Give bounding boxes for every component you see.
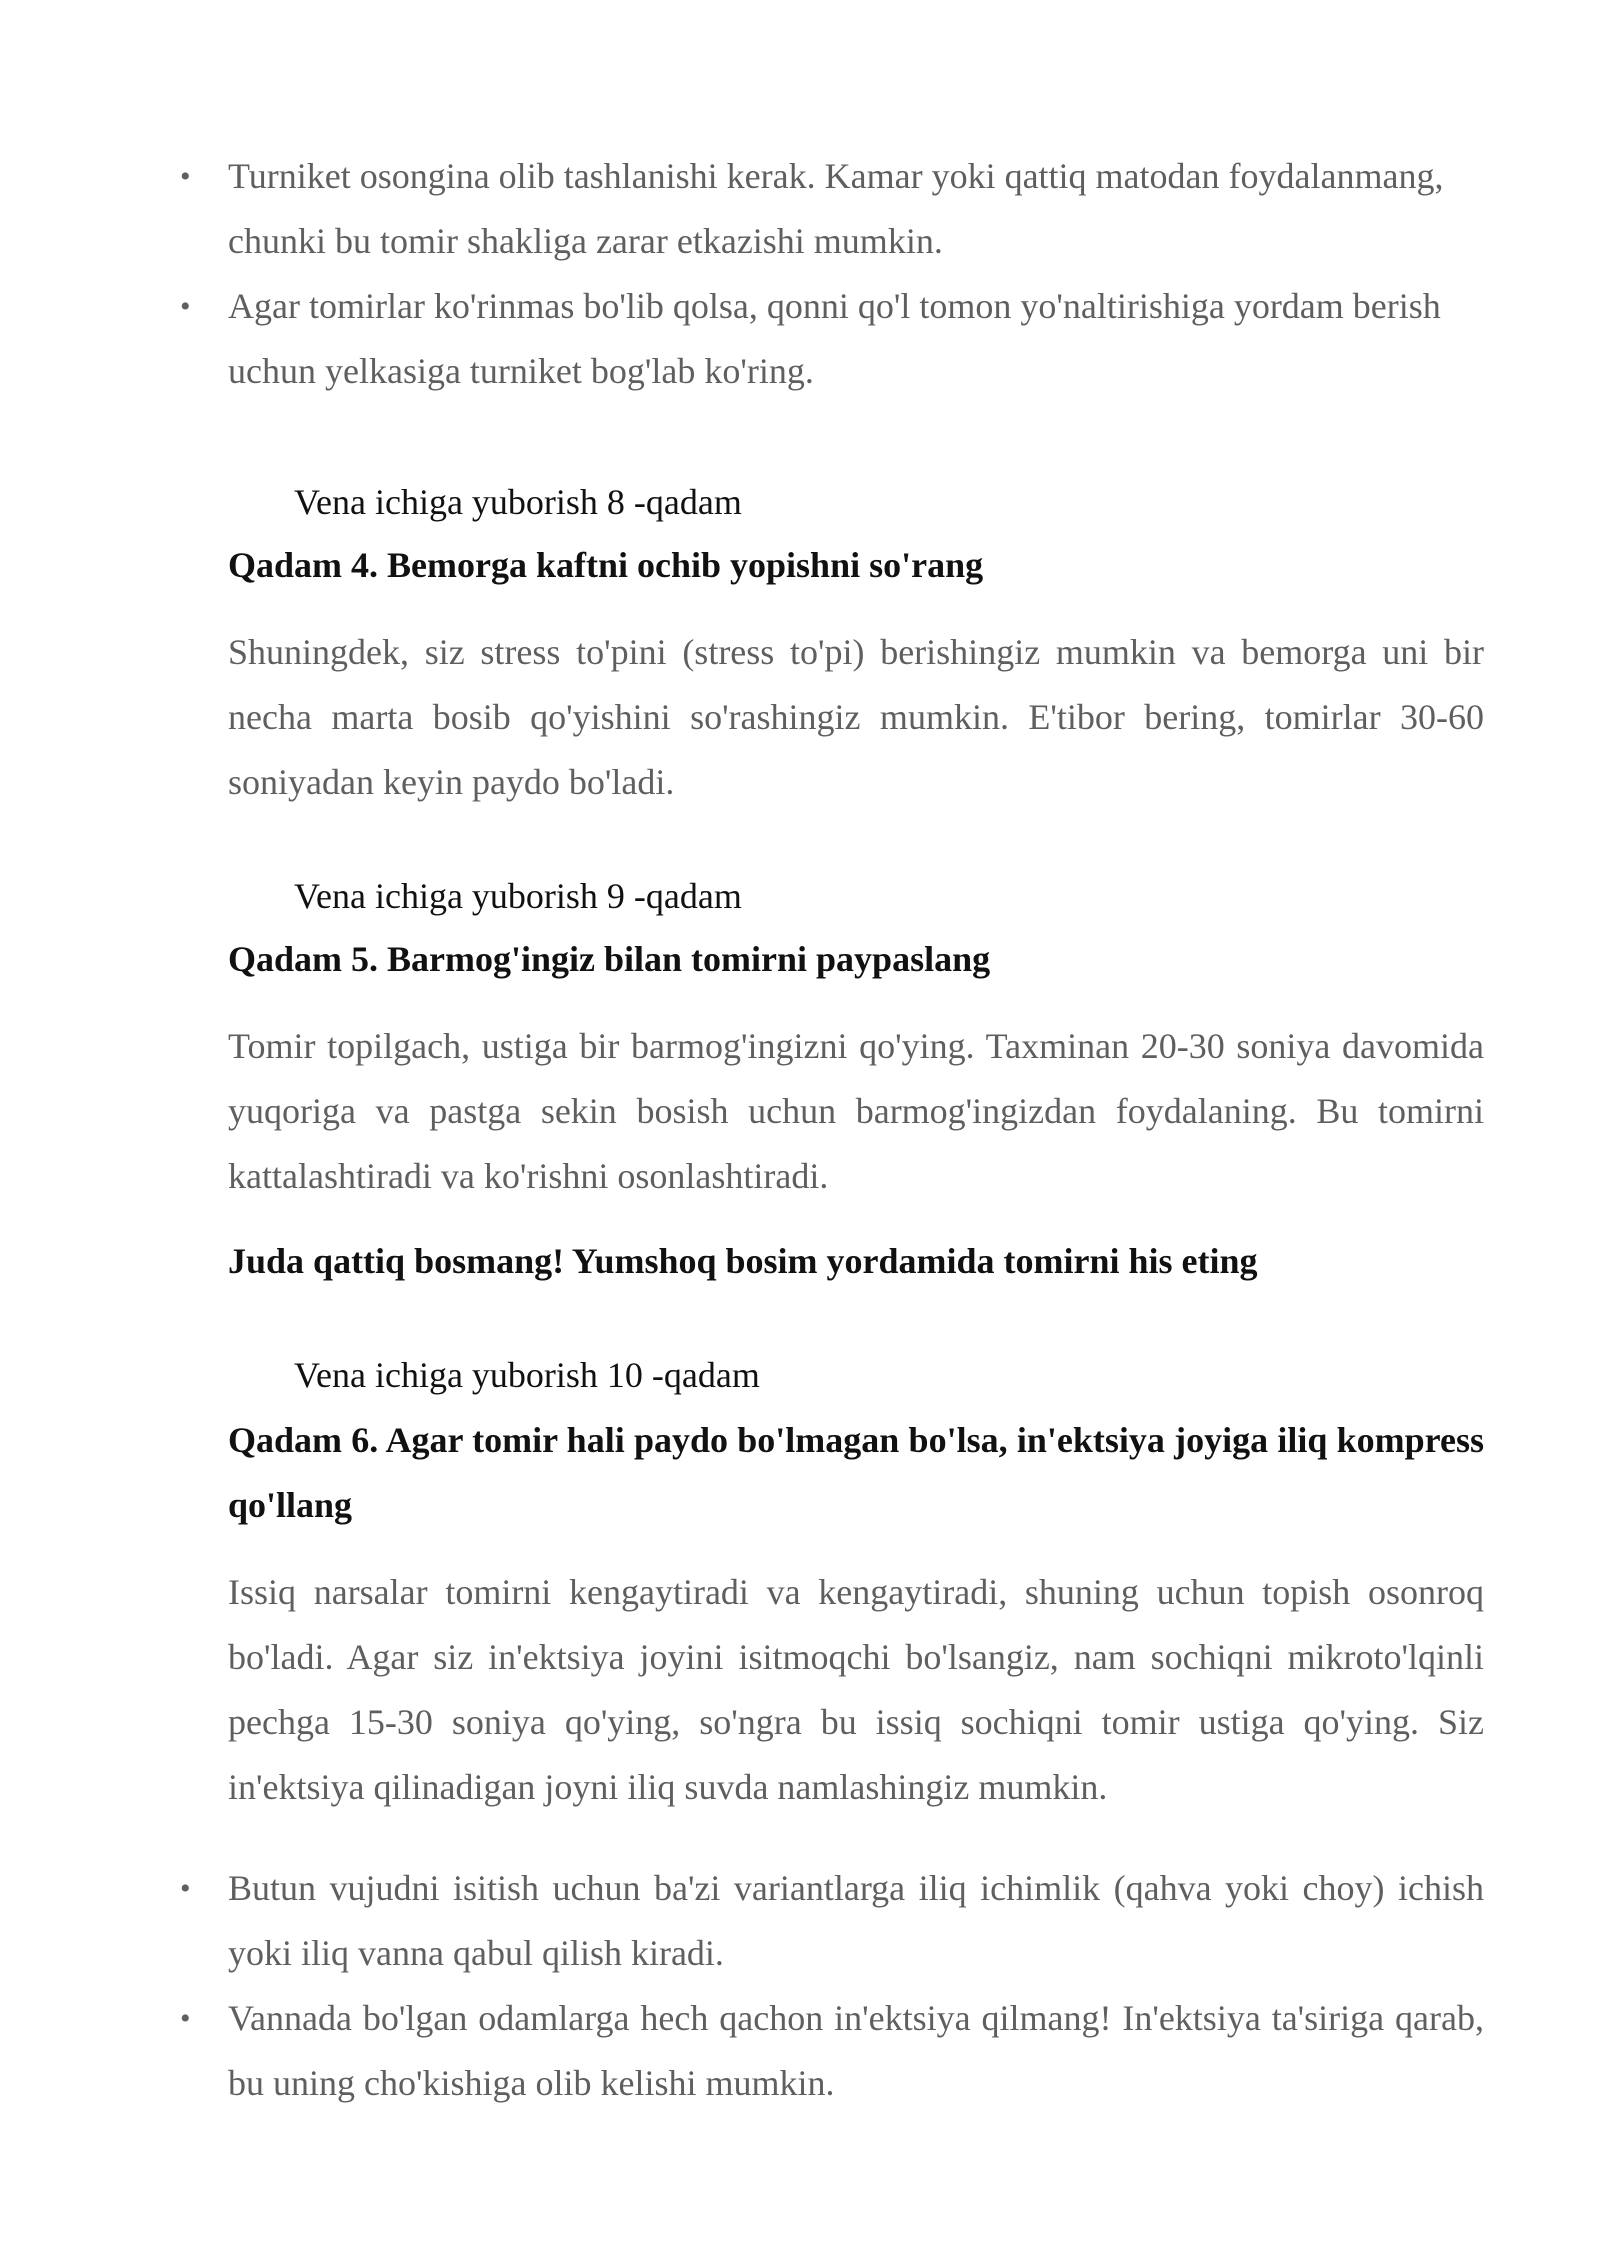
step-body-5: Tomir topilgach, ustiga bir barmog'ingizni qo'ying. Taxminan 20-30 soniya davomida yuqoriga va pastga sekin bosish uchun barmog'ingizdan foydalaning. Bu tomirni kattalashtiradi va ko'rishni osonlashtiradi. bbox=[228, 1026, 1484, 1196]
bullet-icon: • bbox=[180, 1872, 191, 1905]
list-item bbox=[180, 274, 1498, 404]
bullet-text: Agar tomirlar ko'rinmas bo'lib qolsa, qonni qo'l tomon yo'naltirishiga yordam berish uchun yelkasiga turniket bog'lab ko'ring. bbox=[228, 286, 1441, 391]
bullet-icon: • bbox=[180, 160, 191, 193]
bullet-list-top bbox=[180, 144, 1498, 404]
warning-text: Juda qattiq bosmang! Yumshoq bosim yordamida tomirni his eting bbox=[228, 1241, 1258, 1281]
bullet-text: Turniket osongina olib tashlanishi kerak. Kamar yoki qattiq matodan foydalanmang, chunki bu tomir shakliga zarar etkazishi mumkin. bbox=[228, 156, 1444, 261]
bullet-text: Butun vujudni isitish uchun ba'zi variantlarga iliq ichimlik (qahva yoki choy) ichish yoki iliq vanna qabul qilish kiradi. bbox=[228, 1868, 1484, 1973]
bullet-text: Vannada bo'lgan odamlarga hech qachon in'ektsiya qilmang! In'ektsiya ta'siriga qarab, bu uning cho'kishiga olib kelishi mumkin. bbox=[228, 1998, 1484, 2103]
list-item bbox=[180, 1856, 1484, 1986]
step-caption-10: Vena ichiga yuborish 10 -qadam bbox=[294, 1355, 760, 1395]
step-caption-9: Vena ichiga yuborish 9 -qadam bbox=[294, 876, 742, 916]
bullet-icon: • bbox=[180, 2002, 191, 2035]
bullet-list-bottom bbox=[180, 1856, 1484, 2116]
list-item bbox=[180, 1986, 1484, 2116]
step-heading-5: Qadam 5. Barmog'ingiz bilan tomirni paypaslang bbox=[228, 939, 991, 979]
step-body-6: Issiq narsalar tomirni kengaytiradi va kengaytiradi, shuning uchun topish osonroq bo'ladi. Agar siz in'ektsiya joyini isitmoqchi bo'lsangiz, nam sochiqni mikroto'lqinli pechga 15-30 soniya qo'ying, so'ngra bu issiq sochiqni tomir ustiga qo'ying. Siz in'ektsiya qilinadigan joyni iliq suvda namlashingiz mumkin. bbox=[228, 1572, 1484, 1807]
step-heading-4: Qadam 4. Bemorga kaftni ochib yopishni so'rang bbox=[228, 545, 984, 585]
list-item bbox=[180, 144, 1498, 274]
step-caption-8: Vena ichiga yuborish 8 -qadam bbox=[294, 482, 742, 522]
step-body-4: Shuningdek, siz stress to'pini (stress to'pi) berishingiz mumkin va bemorga uni bir necha marta bosib qo'yishini so'rashingiz mumkin. E'tibor bering, tomirlar 30-60 soniyadan keyin paydo bo'ladi. bbox=[228, 632, 1484, 802]
bullet-icon: • bbox=[180, 290, 191, 323]
step-heading-6: Qadam 6. Agar tomir hali paydo bo'lmagan bo'lsa, in'ektsiya joyiga iliq kompress qo'llang bbox=[228, 1420, 1484, 1525]
